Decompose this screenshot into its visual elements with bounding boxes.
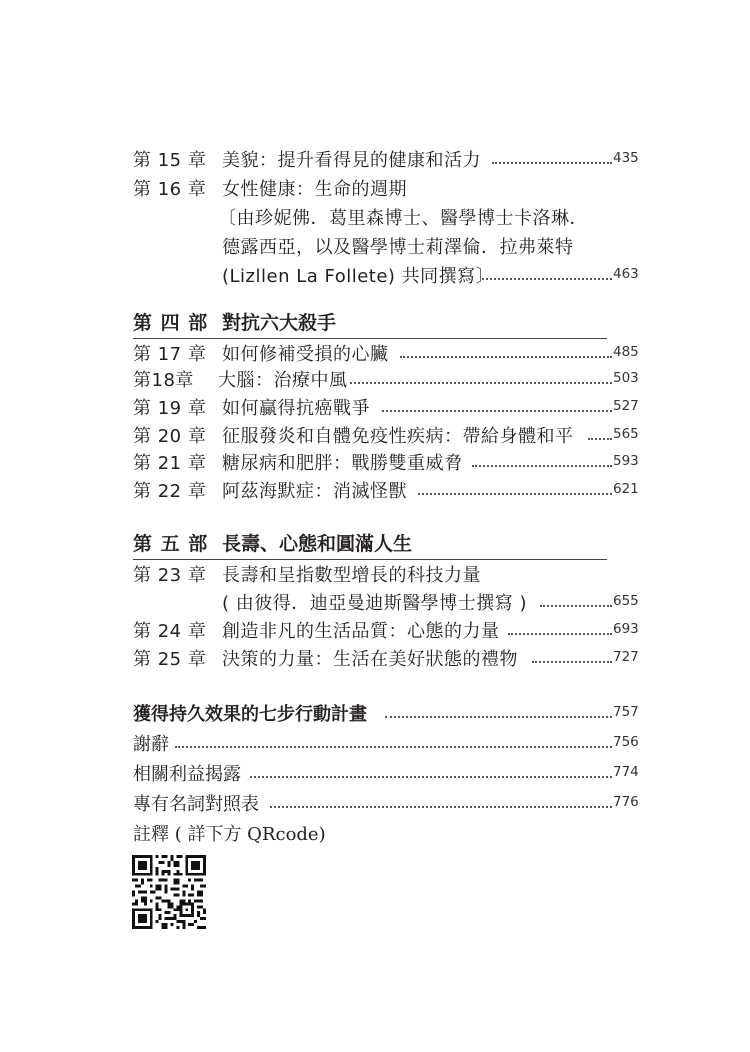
- leader-dots: [385, 716, 612, 718]
- chapter-subtitle: (Lizllen La Follete) 共同撰寫〕: [222, 266, 495, 287]
- toc-entry[interactable]: [0, 146, 750, 176]
- toc-entry[interactable]: [0, 394, 750, 424]
- chapter-title: 長壽和呈指數型增長的科技力量: [222, 565, 481, 586]
- back-matter-title: 謝辭: [133, 734, 169, 755]
- chapter-title: 如何贏得抗癌戰爭: [222, 398, 370, 419]
- chapter-title: 大腦：治療中風: [218, 370, 348, 391]
- leader-dots: [418, 493, 612, 495]
- chapter-subtitle: 〔由珍妮佛．葛里森博士、醫學博士卡洛琳．: [218, 208, 588, 229]
- toc-entry[interactable]: [0, 477, 750, 507]
- toc-entry-continued: [0, 233, 750, 263]
- chapter-title: 女性健康：生命的週期: [222, 179, 407, 200]
- leader-dots: [175, 746, 612, 748]
- toc-entry[interactable]: [0, 700, 750, 730]
- page-number: 565: [613, 426, 639, 442]
- page-number: 774: [613, 764, 639, 780]
- page-number: 503: [613, 370, 639, 386]
- toc-entry[interactable]: [0, 760, 750, 790]
- part-title: 對抗六大殺手: [222, 312, 337, 334]
- chapter-title: 如何修補受損的心臟: [222, 344, 389, 365]
- chapter-title: 創造非凡的生活品質：心態的力量: [222, 621, 500, 642]
- leader-dots: [382, 410, 612, 412]
- page-number: 776: [613, 794, 639, 810]
- leader-dots: [492, 162, 612, 164]
- part-label: 第 四 部: [133, 312, 209, 334]
- leader-dots: [540, 605, 612, 607]
- chapter-subtitle: 德露西亞，以及醫學博士莉澤倫．拉弗萊特: [222, 237, 574, 258]
- chapter-label: 第 20 章: [133, 426, 207, 447]
- chapter-title: 阿茲海默症：消滅怪獸: [222, 481, 407, 502]
- chapter-label: 第 15 章: [133, 150, 207, 171]
- page-number: 693: [613, 621, 639, 637]
- chapter-label: 第 21 章: [133, 453, 207, 474]
- chapter-title: 征服發炎和自體免疫性疾病：帶給身體和平: [222, 426, 574, 447]
- leader-dots: [270, 806, 612, 808]
- toc-entry[interactable]: [0, 790, 750, 820]
- page-number: 727: [613, 649, 639, 665]
- toc-entry-continued: [0, 204, 750, 234]
- toc-entry-continued[interactable]: [0, 589, 750, 619]
- page-number: 435: [613, 150, 639, 166]
- part-divider: [133, 559, 607, 560]
- chapter-title: 美貌：提升看得見的健康和活力: [222, 150, 481, 171]
- back-matter-title: 相關利益揭露: [133, 764, 241, 785]
- leader-dots: [508, 633, 612, 635]
- chapter-label: 第 19 章: [133, 398, 207, 419]
- toc-entry[interactable]: [0, 820, 750, 850]
- leader-dots: [472, 465, 612, 467]
- leader-dots: [400, 356, 612, 358]
- chapter-label: 第 17 章: [133, 344, 207, 365]
- chapter-label: 第18章: [133, 370, 194, 391]
- toc-entry[interactable]: [0, 730, 750, 760]
- chapter-subtitle: ( 由彼得．迪亞曼迪斯醫學博士撰寫 ): [222, 593, 527, 614]
- leader-dots: [588, 438, 612, 440]
- chapter-title: 決策的力量：生活在美好狀態的禮物: [222, 649, 518, 670]
- leader-dots: [532, 661, 612, 663]
- toc-entry-continued[interactable]: [0, 262, 750, 292]
- page-number: 756: [613, 734, 639, 750]
- back-matter-title: 專有名詞對照表: [133, 794, 259, 815]
- page-number: 757: [613, 704, 639, 720]
- chapter-label: 第 22 章: [133, 481, 207, 502]
- toc-entry[interactable]: [0, 449, 750, 479]
- chapter-title: 糖尿病和肥胖：戰勝雙重威脅: [222, 453, 463, 474]
- leader-dots: [350, 382, 612, 384]
- chapter-label: 第 25 章: [133, 649, 207, 670]
- part-heading: [0, 528, 750, 560]
- chapter-label: 第 24 章: [133, 621, 207, 642]
- chapter-label: 第 16 章: [133, 179, 207, 200]
- leader-dots: [482, 278, 612, 280]
- chapter-label: 第 23 章: [133, 565, 207, 586]
- part-title: 長壽、心態和圓滿人生: [222, 533, 413, 555]
- part-heading: [0, 307, 750, 339]
- toc-entry[interactable]: [0, 175, 750, 205]
- back-matter-title: 註釋 ( 詳下方 QRcode): [133, 824, 326, 845]
- page-number: 463: [613, 266, 639, 282]
- page-number: 621: [613, 481, 639, 497]
- qr-code-icon[interactable]: [132, 855, 206, 929]
- page-number: 593: [613, 453, 639, 469]
- toc-entry[interactable]: [0, 561, 750, 591]
- part-label: 第 五 部: [133, 533, 209, 555]
- toc-entry[interactable]: [0, 366, 750, 396]
- page-number: 485: [613, 344, 639, 360]
- toc-entry[interactable]: [0, 617, 750, 647]
- page-number: 527: [613, 398, 639, 414]
- toc-entry[interactable]: [0, 422, 750, 452]
- leader-dots: [250, 776, 612, 778]
- back-matter-title: 獲得持久效果的七步行動計畫: [133, 704, 367, 725]
- page-number: 655: [613, 593, 639, 609]
- part-divider: [133, 338, 607, 339]
- toc-entry[interactable]: [0, 645, 750, 675]
